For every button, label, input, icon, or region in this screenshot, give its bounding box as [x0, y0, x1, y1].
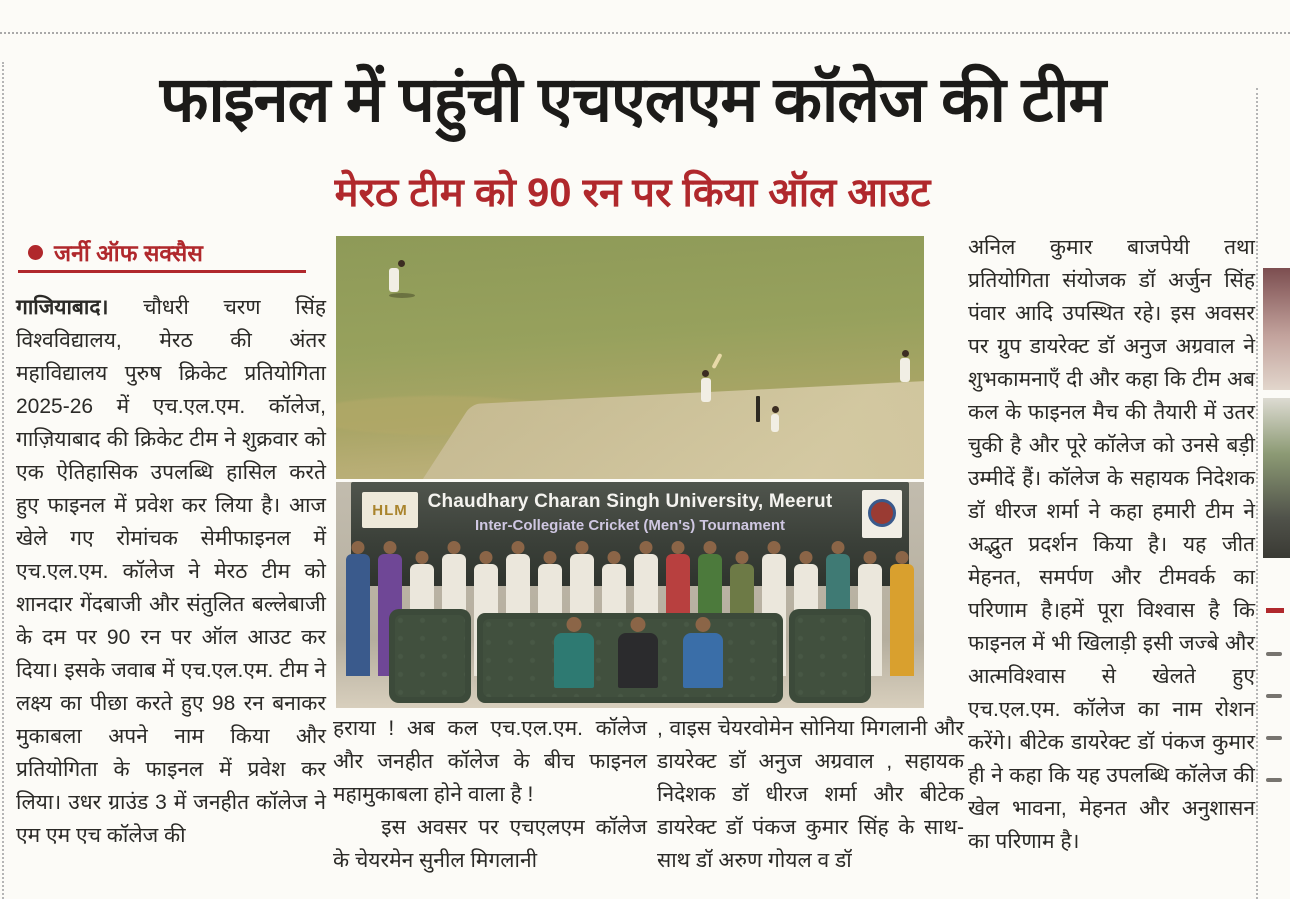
- article-column-2: [333, 712, 647, 877]
- column-1-text: चौधरी चरण सिंह विश्वविद्यालय, मेरठ की अंतर महाविद्यालय पुरुष क्रिकेट प्रतियोगिता 2025-26 में एच.एल.एम. कॉलेज, गाज़ियाबाद की क्रिकेट टीम ने शुक्रवार को एक ऐतिहासिक उपलब्धि हासिल करते हुए फाइनल में प्रवेश कर लिया है। आज खेले गए रोमांचक सेमीफाइनल में एच.एल.एम. कॉलेज ने मेरठ टीम को शानदार गेंदबाजी और संतुलित बल्लेबाजी के दम पर 90 रन पर ऑल आउट कर दिया। इसके जवाब में एच.एल.एम. टीम ने लक्ष्य का पीछा करते हुए 98 रन बनाकर मुकाबला अपने नाम किया और प्रतियोगिता के फाइनल में प्रवेश कर लिया। उधर ग्राउंड 3 में जनहीत कॉलेज ने एम एम एच कॉलेज की: [16, 296, 327, 847]
- cricket-bat: [712, 353, 723, 369]
- fielder-right-figure: [900, 350, 910, 382]
- photo-stack: [336, 236, 924, 708]
- adjacent-page-photo-sliver-1: [1263, 268, 1290, 390]
- stumps: [756, 396, 760, 422]
- batsman-figure: [701, 370, 711, 402]
- cricket-action-photo: [336, 236, 924, 479]
- article-column-1: [16, 291, 326, 852]
- banner-title: Chaudhary Charan Singh University, Meerut: [427, 491, 833, 512]
- adjacent-page-text-fragment: [1266, 652, 1282, 656]
- byline-rule: [18, 270, 306, 273]
- column-4-text: अनिल कुमार बाजपेयी तथा प्रतियोगिता संयोजक डॉ अर्जुन सिंह पंवार आदि उपस्थित रहे। इस अवसर पर ग्रुप डायरेक्ट डॉ अनुज अग्रवाल ने शुभकामनाएँ दी और कहा कि टीम अब कल के फाइनल मैच की तैयारी में उतर चुकी है और पूरे कॉलेज को उनसे बड़ी उम्मीदें हैं। कॉलेज के सहायक निदेशक डॉ धीरज शर्मा ने कहा हमारी टीम ने अद्भुत प्रदर्शन किया है। यह जीत मेहनत, समर्पण और टीमवर्क का परिणाम है।हमें पूरा विश्वास है कि फाइनल में भी खिलाड़ी इसी जज्बे और आत्मविश्वास से खेलते हुए एच.एल.एम. कॉलेज का नाम रोशन करेंगे। बीटेक डायरेक्ट डॉ पंकज कुमार ही ने कहा कि यह उपलब्धि कॉलेज की खेल भावना, मेहनत और अनुशासन का परिणाम है।: [968, 236, 1255, 853]
- subheadline: मेरठ टीम को 90 रन पर किया ऑल आउट: [334, 171, 931, 215]
- article-column-4: [968, 231, 1255, 858]
- seated-official-3: [683, 633, 723, 687]
- wicketkeeper-figure: [771, 406, 779, 432]
- column-2-paragraph-1: हराया ! अब कल एच.एल.एम. कॉलेज और जनहीत कॉलेज के बीच फाइनल महामुकाबला होने वाला है !: [333, 717, 647, 806]
- team-group-photo: [336, 482, 924, 708]
- armchair-left: [389, 609, 471, 704]
- byline: [28, 236, 203, 268]
- seated-official-1: [554, 633, 594, 687]
- headline: फाइनल में पहुंची एचएलएम कॉलेज की टीम: [159, 65, 1106, 135]
- banner-subtitle: Inter-Collegiate Cricket (Men's) Tournament: [474, 517, 785, 534]
- adjacent-page-text-fragment: [1266, 694, 1282, 698]
- adjacent-page-text-fragment: [1266, 736, 1282, 740]
- armchair-right: [789, 609, 871, 704]
- dateline: गाजियाबाद।: [16, 296, 109, 319]
- seated-official-2: [618, 633, 658, 687]
- adjacent-page-red-rule-fragment: [1266, 608, 1284, 613]
- byline-label: जर्नी ऑफ सक्सैस: [54, 240, 203, 266]
- article-column-3: [657, 712, 964, 877]
- fielder-figure: [389, 260, 415, 298]
- bullet-icon: [28, 245, 43, 260]
- top-dotted-rule: [0, 32, 1290, 34]
- adjacent-page-photo-sliver-2: [1263, 398, 1290, 558]
- column-3-text: , वाइस चेयरवोमेन सोनिया मिगलानी और डायरेक्ट डॉ अनुज अग्रवाल , सहायक निदेशक डॉ धीरज शर्मा और बीटेक डायरेक्ट डॉ पंकज कुमार सिंह के साथ- साथ डॉ अरुण गोयल व डॉ: [657, 717, 964, 872]
- column-divider-dotted-rule: [1256, 88, 1258, 899]
- cricket-pitch: [390, 370, 924, 479]
- adjacent-page-text-fragment: [1266, 778, 1282, 782]
- hlm-logo: HLM: [362, 492, 418, 528]
- left-dotted-rule: [2, 62, 4, 899]
- column-2-paragraph-2: इस अवसर पर एचएलएम कॉलेज के चेयरमेन सुनील मिगलानी: [333, 816, 647, 872]
